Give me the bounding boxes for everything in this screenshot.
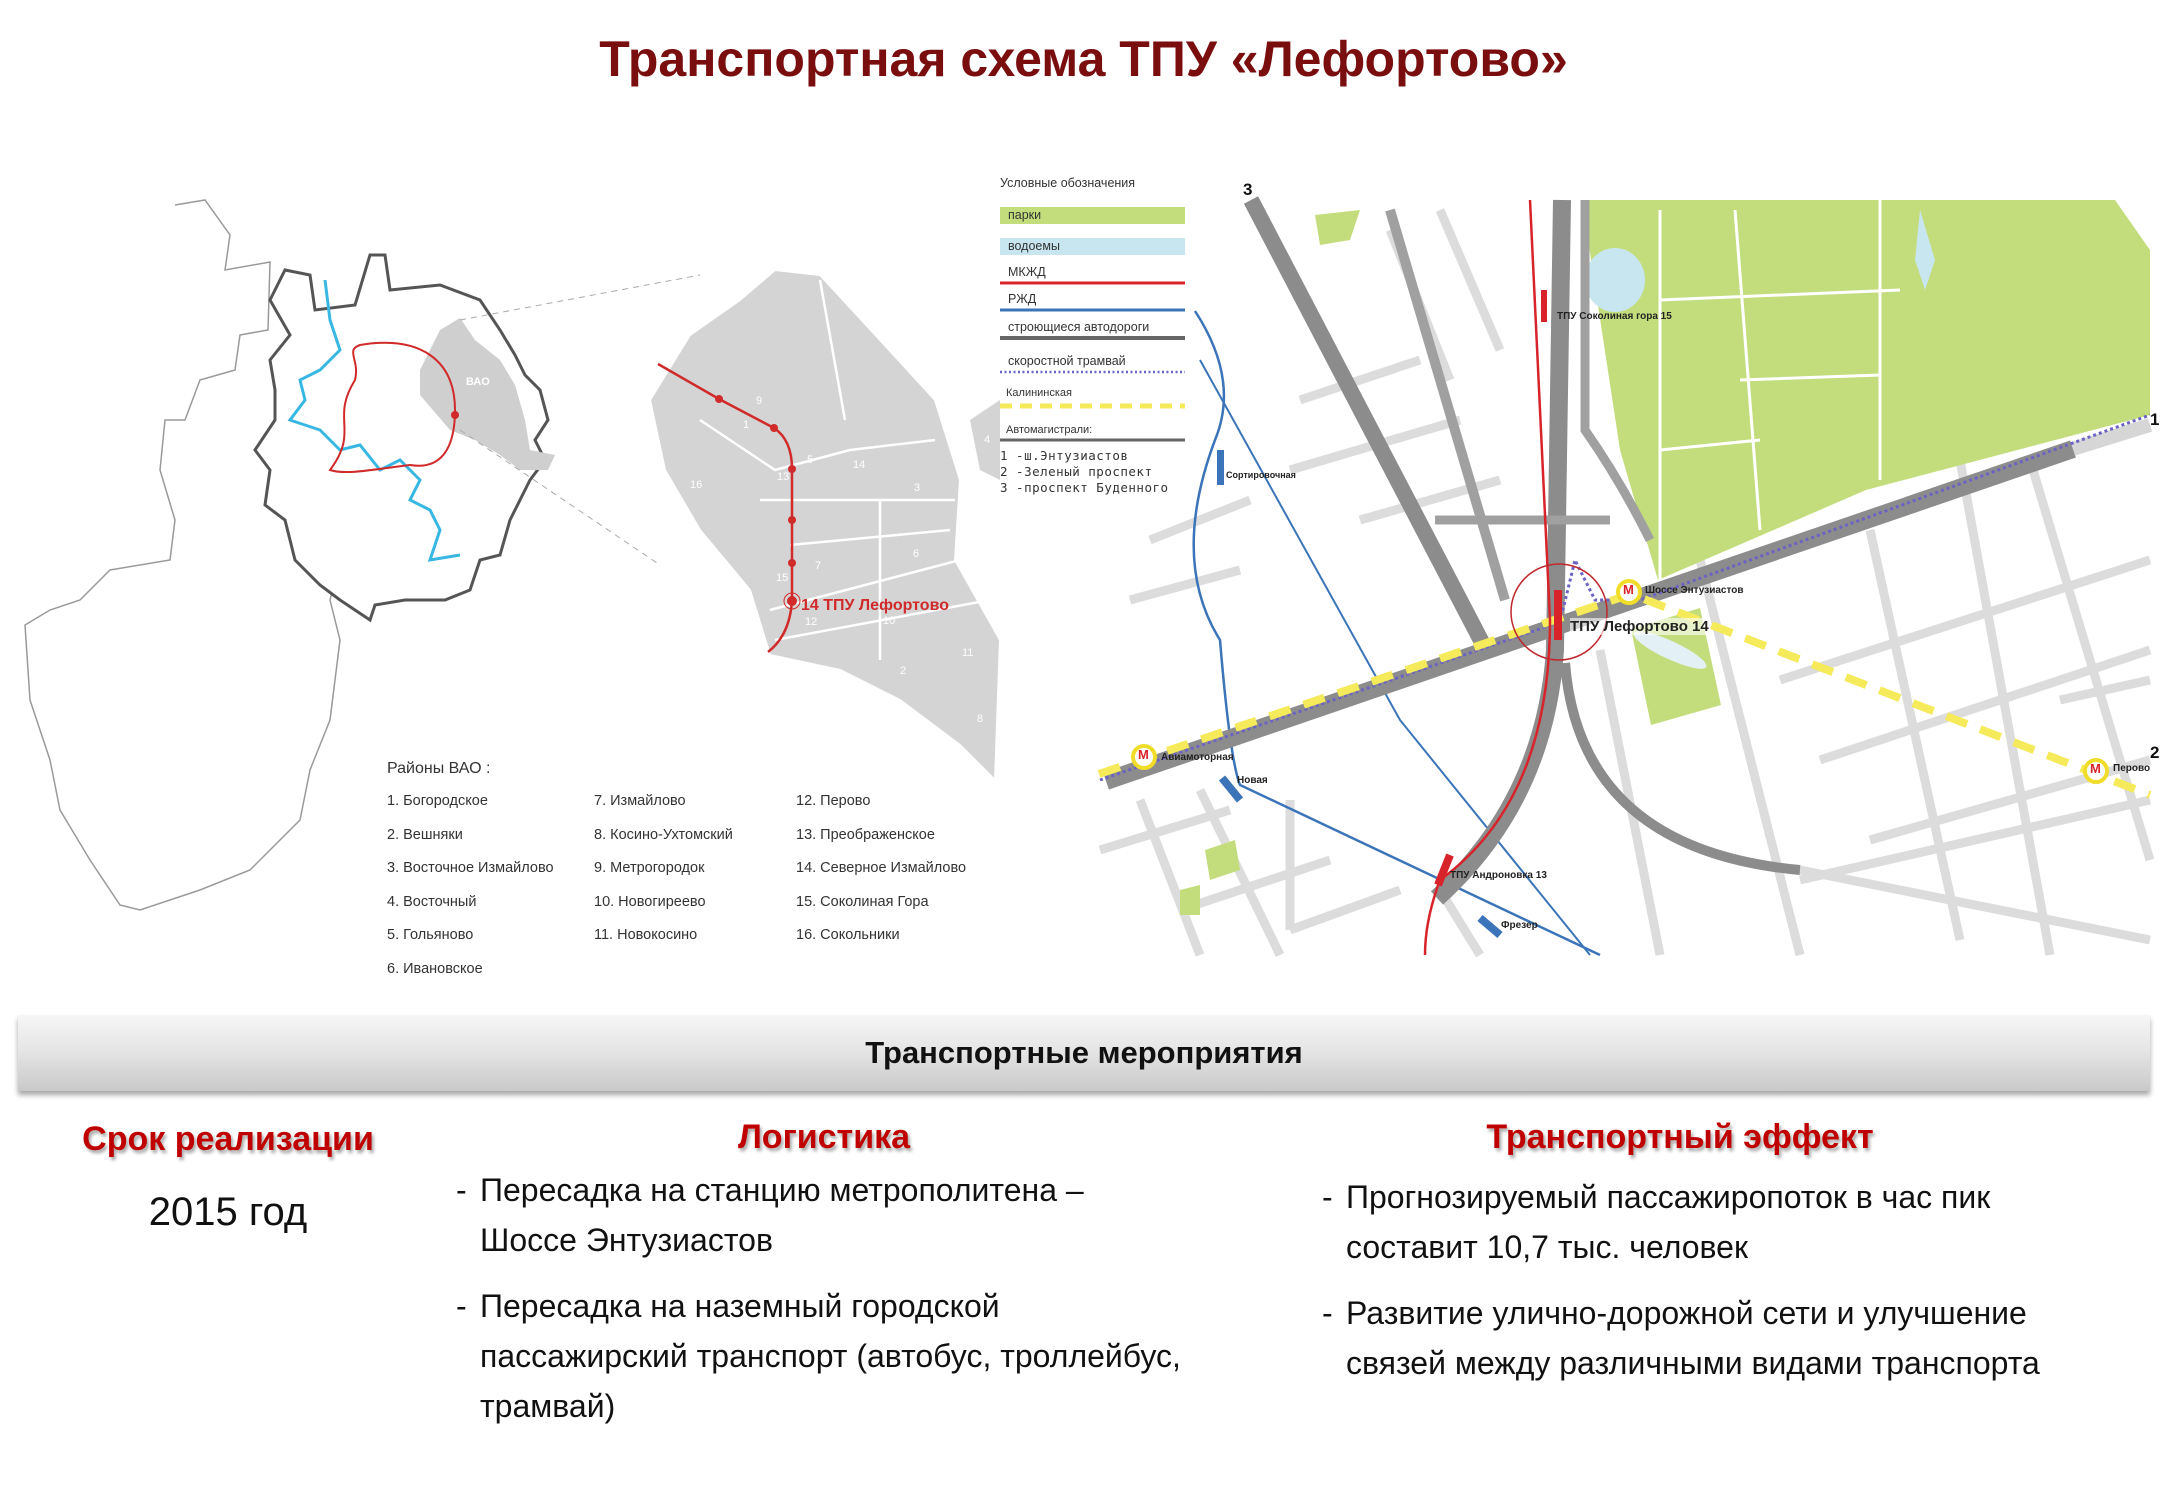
- bullet-line: составит 10,7 тыс. человек: [1346, 1229, 1748, 1265]
- bullet-line: Шоссе Энтузиастов: [480, 1222, 773, 1258]
- legend-item-label: строющиеся автодороги: [1008, 320, 1150, 334]
- district-item: 3. Восточное Измайлово: [387, 860, 554, 877]
- district-item: 4. Восточный: [387, 893, 477, 910]
- label-tpu-andronovka: ТПУ Андроновка 13: [1450, 870, 1547, 881]
- legend-item-label: РЖД: [1008, 292, 1037, 306]
- district-item: 13. Преображенское: [796, 826, 935, 843]
- district-item: 1. Богородское: [387, 793, 488, 809]
- district-item: 11. Новокосино: [594, 927, 698, 944]
- legend-highways: [1000, 448, 1169, 496]
- inset-district-number: 15: [776, 572, 789, 584]
- district-item: 2. Вешняки: [387, 826, 463, 843]
- label-frezer: Фрезер: [1501, 920, 1538, 931]
- label-metro-aviamotornaya: Авиамоторная: [1161, 752, 1234, 763]
- label-novaya: Новая: [1237, 775, 1268, 786]
- label-sortirovochnaya: Сортировочная: [1226, 470, 1296, 480]
- inset-district-number: 14: [853, 459, 866, 471]
- district-item: 16. Сокольники: [796, 927, 900, 944]
- district-item: 12. Перово: [796, 793, 871, 809]
- inset-district-number: 10: [883, 615, 896, 627]
- metro-icon: М: [1623, 582, 1634, 597]
- inset-station-label: 14 ТПУ Лефортово: [801, 597, 949, 614]
- term-value: 2015 год: [148, 1190, 308, 1234]
- district-item: 15. Соколиная Гора: [796, 893, 929, 910]
- district-item: 14. Северное Измайлово: [796, 860, 967, 877]
- district-item: 5. Гольяново: [387, 927, 474, 944]
- metro-icon: М: [2090, 761, 2101, 776]
- inset-district-number: 3: [914, 482, 921, 494]
- legend-item-label: Автомагистрали:: [1006, 424, 1093, 436]
- bullet-line: пассажирский транспорт (автобус, троллейбус,: [480, 1338, 1181, 1374]
- districts-heading: Районы ВАО :: [387, 760, 491, 777]
- inset-district-number: 13: [777, 471, 790, 483]
- highway-number-1: 1: [2150, 410, 2160, 429]
- district-item: 7. Измайлово: [594, 793, 686, 809]
- inset-district-number: 4: [984, 434, 991, 446]
- logistics-list: [456, 1165, 1181, 1431]
- metro-icon: М: [1138, 747, 1149, 762]
- bullet-line: Пересадка на станцию метрополитена –: [480, 1172, 1084, 1208]
- legend-item-label: парки: [1008, 208, 1042, 222]
- bullet-line: трамвай): [480, 1388, 616, 1424]
- legend-title: Условные обозначения: [1000, 176, 1136, 190]
- inset-district-number: 9: [756, 395, 763, 407]
- logistics-heading: Логистика: [737, 1118, 911, 1156]
- bullet-dash: -: [1322, 1179, 1333, 1215]
- bullet-dash: -: [456, 1288, 467, 1324]
- label-metro-shosse: Шоссе Энтузиастов: [1645, 585, 1744, 596]
- highway-2: 2 -Зеленый проспект: [1000, 464, 1153, 479]
- legend-item-label: Калининская: [1006, 387, 1073, 399]
- inset-district-number: 5: [807, 454, 814, 466]
- inset-district-number: 6: [913, 548, 920, 560]
- district-item: 10. Новогиреево: [594, 893, 706, 910]
- term-heading: Срок реализации: [82, 1120, 374, 1158]
- logistics-bullet: [456, 1165, 1181, 1265]
- district-item: 6. Ивановское: [387, 961, 483, 977]
- inset-district-number: 1: [743, 419, 750, 431]
- inset-district-number: 2: [900, 665, 907, 677]
- inset-district-number: 8: [977, 713, 984, 725]
- highway-number-2: 2: [2150, 743, 2160, 762]
- highway-3: 3 -проспект Буденного: [1000, 480, 1169, 495]
- legend-item-label: скоростной трамвай: [1008, 354, 1126, 368]
- inset-district-number: 11: [962, 647, 974, 659]
- legend-item-label: водоемы: [1008, 239, 1060, 253]
- vao-label: ВАО: [466, 376, 490, 388]
- label-tpu-sokolinaya: ТПУ Соколиная гора 15: [1557, 311, 1672, 322]
- district-item: 8. Косино-Ухтомский: [594, 826, 733, 843]
- bullet-line: Развитие улично-дорожной сети и улучшение: [1346, 1295, 2027, 1331]
- bullet-dash: -: [456, 1172, 467, 1208]
- section-banner: Транспортные мероприятия: [18, 1015, 2150, 1091]
- bullet-line: Пересадка на наземный городской: [480, 1288, 1000, 1324]
- bullet-line: связей между различными видами транспорта: [1346, 1345, 2040, 1381]
- inset-district-number: 16: [690, 479, 703, 491]
- page-title: Транспортная схема ТПУ «Лефортово»: [599, 31, 1568, 87]
- legend-item-label: МКЖД: [1008, 265, 1046, 279]
- inset-district-number: 7: [815, 560, 822, 572]
- inset-district-number: 12: [805, 616, 818, 628]
- label-metro-perovo: Перово: [2113, 763, 2151, 774]
- highway-1: 1 -ш.Энтузиастов: [1000, 448, 1129, 463]
- effect-list: [1322, 1172, 2040, 1388]
- label-tpu-lefortovo: ТПУ Лефортово 14: [1570, 618, 1709, 635]
- bullet-dash: -: [1322, 1295, 1333, 1331]
- logistics-bullet: [456, 1281, 1181, 1431]
- highway-number-3: 3: [1243, 180, 1253, 199]
- bullet-line: Прогнозируемый пассажиропоток в час пик: [1346, 1179, 1991, 1215]
- district-item: 9. Метрогородок: [594, 860, 705, 877]
- vao-inset-map: [650, 270, 1000, 780]
- effect-bullet: [1322, 1172, 2040, 1272]
- effect-heading: Транспортный эффект: [1486, 1118, 1874, 1156]
- effect-bullet: [1322, 1288, 2040, 1388]
